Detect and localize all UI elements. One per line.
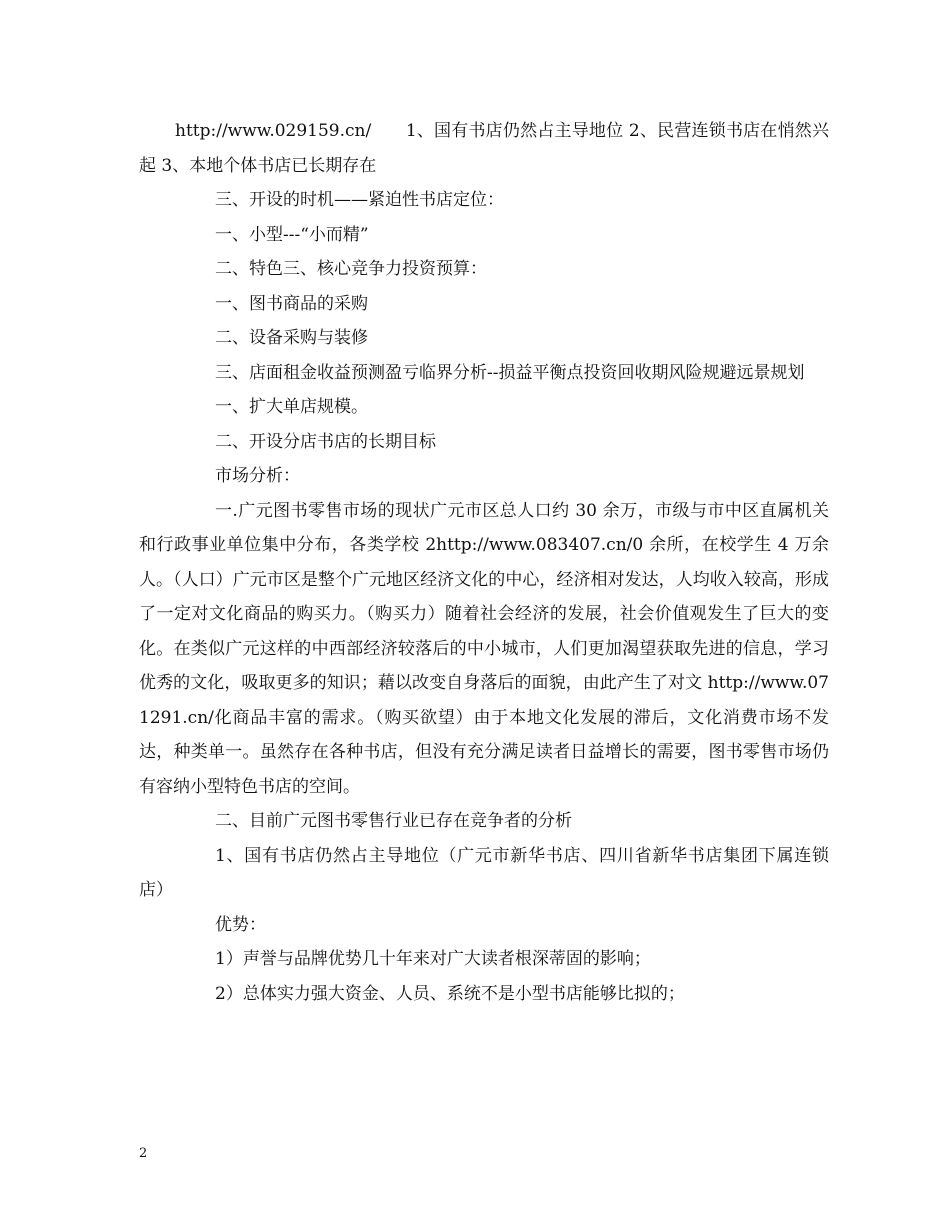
heading-timing: 三、开设的时机——紧迫性书店定位： <box>215 190 504 210</box>
list-item: 二、开设分店书店的长期目标 <box>215 431 436 452</box>
list-item: 二、特色三、核心竞争力投资预算： <box>215 259 487 279</box>
paragraph-intro: http://www.029159.cn/ 1、国有书店仍然占主导地位 2、民营连锁书店在悄然兴起 3、本地个体书店已长期存在 <box>139 121 829 176</box>
paragraph-market-status: 一.广元图书零售市场的现状广元市区总人口约 30 余万，市级与市中区直属机关和行政事业单位集中分布，各类学校 2http://www.083407.cn/0 余所，在校学生 4 万余人。（人口）广元市区是整个广元地区经济文化的中心，经济相对发达，人均收入较高，形成了一定对文化商品的购买力。（购买力）随着社会经济的发展，社会价值观发生了巨大的变化。在类似广元这样的中西部经济较落后的中小城市，人们更加渴望获取先进的信息，学习优秀的文化，吸取更多的知识；藉以改变自身落后的面貌，由此产生了对文 http://www.071291.cn/化商品丰富的需求。（购买欲望）由于本地文化发展的滞后，文化消费市场不发达，种类单一。虽然存在各种书店，但没有充分满足读者日益增长的需要，图书零售市场仍有容纳小型特色书店的空间。 <box>139 500 829 797</box>
list-item: 一、小型---“小而精” <box>215 224 369 245</box>
list-item: 一、图书商品的采购 <box>215 293 368 314</box>
section-heading-competitors: 二、目前广元图书零售行业已存在竞争者的分析 <box>215 811 572 831</box>
list-item: 2）总体实力强大资金、人员、系统不是小型书店能够比拟的； <box>215 983 685 1004</box>
section-heading-market-analysis: 市场分析： <box>215 466 300 486</box>
list-item: 一、扩大单店规模。 <box>215 397 368 417</box>
document-body <box>139 114 829 1011</box>
list-item: 1）声誉与品牌优势几十年来对广大读者根深蒂固的影响； <box>215 949 651 969</box>
list-item: 三、店面租金收益预测盈亏临界分析--损益平衡点投资回收期风险规避远景规划 <box>215 362 805 383</box>
list-item: 二、设备采购与装修 <box>215 328 368 348</box>
page-number: 2 <box>139 1146 148 1161</box>
subheading-advantages: 优势： <box>215 914 266 935</box>
list-item: 1、国有书店仍然占主导地位（广元市新华书店、四川省新华书店集团下属连锁店） <box>139 845 829 900</box>
